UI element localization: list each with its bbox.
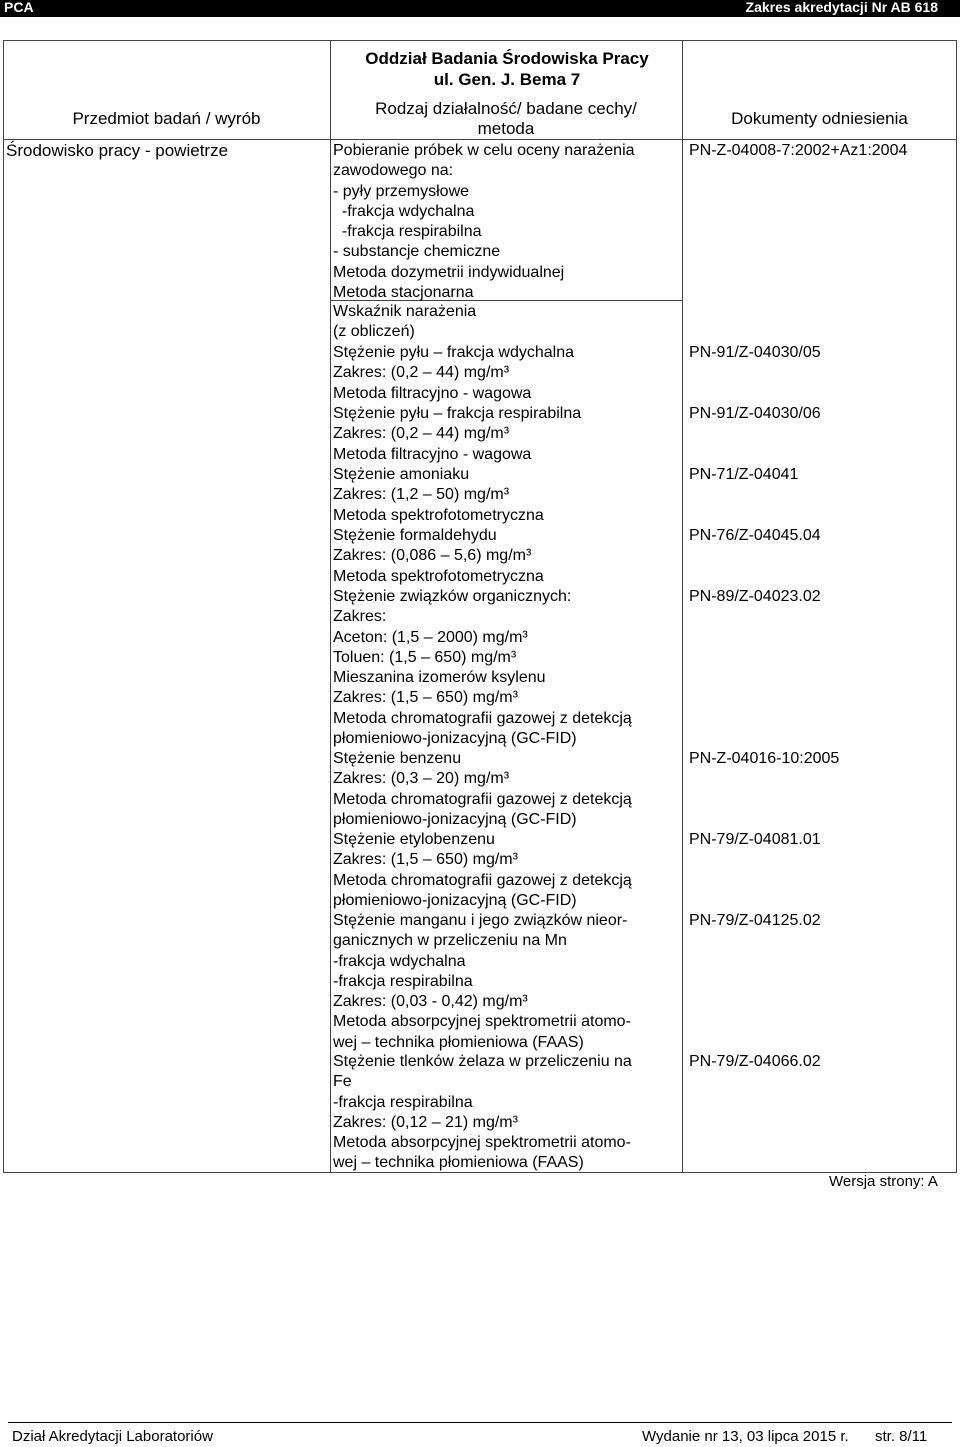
footer-divider [8,1422,952,1423]
footer-edition: Wydanie nr 13, 03 lipca 2015 r. [642,1428,849,1445]
method-line: Zakres: (0,086 – 5,6) mg/m³ [333,547,532,565]
method-line: Metoda spektrofotometryczna [333,567,544,585]
method-line: Metoda filtracyjno - wagowa [333,445,532,463]
method-line: -frakcja respirabilna [333,972,473,990]
method-line: - pyły przemysłowe [333,182,470,200]
reference-document: PN-Z-04016-10:2005 [689,750,840,767]
method-line: płomieniowo-jonizacyjną (GC-FID) [333,730,577,748]
reference-document: PN-71/Z-04041 [689,466,799,483]
reference-document: PN-Z-04008-7:2002+Az1:2004 [689,142,908,159]
institution-address: ul. Gen. J. Bema 7 [433,70,581,89]
method-line: -frakcja respirabilna [333,223,482,241]
top-bar [0,0,960,17]
method-line: Stężenie tlenków żelaza w przeliczeniu na [333,1053,632,1070]
method-line: Zakres: (1,5 – 650) mg/m³ [333,689,518,707]
method-cell [333,830,632,911]
method-line: Zakres: (0,3 – 20) mg/m³ [333,770,510,788]
method-line: (z obliczeń) [333,323,415,341]
method-line: płomieniowo-jonizacyjną (GC-FID) [333,891,577,909]
method-line: Toluen: (1,5 – 650) mg/m³ [333,648,517,666]
column-header-activity [330,99,682,139]
method-line: -frakcja wdychalna [333,202,475,220]
method-line: Zakres: (1,5 – 650) mg/m³ [333,851,518,869]
institution-name: Oddział Badania Środowiska Pracy [365,49,649,68]
method-line: Wskaźnik narażenia [333,303,477,320]
method-line: Metoda chromatografii gazowej z detekcją [333,709,632,727]
method-line: Mieszanina izomerów ksylenu [333,669,546,687]
method-line: Metoda spektrofotometryczna [333,506,544,524]
top-bar-right: Zakres akredytacji Nr AB 618 [745,0,938,15]
method-line: -frakcja respirabilna [333,1093,473,1111]
reference-document: PN-76/Z-04045.04 [689,527,821,544]
method-cell [333,587,632,749]
method-line: ganicznych w przeliczeniu na Mn [333,932,567,950]
page-version: Wersja strony: A [829,1173,938,1190]
method-cell [333,911,631,1053]
reference-document: PN-89/Z-04023.02 [689,588,821,605]
method-cell [333,526,544,587]
method-line: Fe [333,1073,352,1091]
method-line: Stężenie pyłu – frakcja wdychalna [333,344,575,361]
method-line: Zakres: (0,2 – 44) mg/m³ [333,364,510,382]
method-line: Stężenie amoniaku [333,466,470,483]
method-line: wej – technika płomieniowa (FAAS) [333,1033,584,1051]
method-line: Zakres: (0,03 - 0,42) mg/m³ [333,993,528,1011]
method-line: Stężenie manganu i jego związków nieor- [333,912,628,929]
method-line: Metoda dozymetrii indywidualnej [333,263,565,281]
method-cell [333,1052,632,1174]
method-line: Stężenie formaldehydu [333,527,497,544]
subject-cell: Środowisko pracy - powietrze [6,141,229,160]
method-line: Stężenie etylobenzenu [333,831,495,848]
method-line: -frakcja wdychalna [333,952,466,970]
divider [330,40,331,1173]
method-line: Aceton: (1,5 – 2000) mg/m³ [333,628,528,646]
method-line: Metoda absorpcyjnej spektrometrii atomo- [333,1013,631,1031]
footer-department: Dział Akredytacji Laboratoriów [12,1428,213,1445]
column-header-subject: Przedmiot badań / wyrób [72,109,261,128]
reference-document: PN-79/Z-04125.02 [689,912,821,929]
reference-document: PN-91/Z-04030/05 [689,344,821,361]
top-bar-left: PCA [4,0,34,15]
reference-document: PN-79/Z-04081.01 [689,831,821,848]
method-line: Metoda chromatografii gazowej z detekcją [333,790,632,808]
footer-page-number: str. 8/11 [875,1428,928,1445]
method-line: Zakres: (1,2 – 50) mg/m³ [333,486,510,504]
method-cell [333,404,581,465]
reference-document: PN-91/Z-04030/06 [689,405,821,422]
method-line: Stężenie pyłu – frakcja respirabilna [333,405,582,422]
divider [3,139,957,140]
method-line: - substancje chemiczne [333,243,501,261]
column-header-activity-line: Rodzaj działalność/ badane cechy/ [375,99,637,118]
column-header-activity-line: metoda [477,119,535,138]
method-cell [333,343,574,404]
institution-header [332,48,682,90]
reference-document: PN-79/Z-04066.02 [689,1053,821,1070]
method-line: Stężenie benzenu [333,750,462,767]
method-cell [333,302,476,343]
method-line: Metoda filtracyjno - wagowa [333,384,532,402]
column-header-references: Dokumenty odniesienia [731,109,908,128]
method-line: płomieniowo-jonizacyjną (GC-FID) [333,810,577,828]
method-line: Metoda chromatografii gazowej z detekcją [333,871,632,889]
method-line: Metoda absorpcyjnej spektrometrii atomo- [333,1134,631,1152]
divider [682,40,683,1173]
method-line: Metoda stacjonarna [333,284,474,302]
method-line: wej – technika płomieniowa (FAAS) [333,1154,584,1172]
method-line: Zakres: [333,608,387,626]
method-line: Pobieranie próbek w celu oceny narażenia [333,142,635,159]
method-line: Zakres: (0,2 – 44) mg/m³ [333,425,510,443]
method-line: Stężenie związków organicznych: [333,588,572,605]
method-cell [333,749,632,830]
method-cell [333,465,544,526]
method-line: zawodowego na: [333,162,454,180]
method-cell [333,141,635,303]
method-line: Zakres: (0,12 – 21) mg/m³ [333,1113,518,1131]
